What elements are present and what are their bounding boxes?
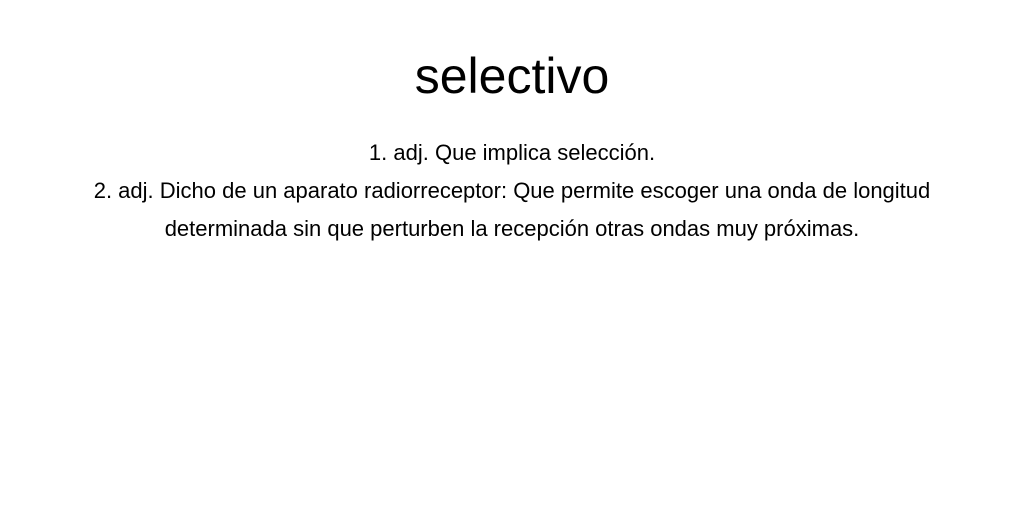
definition-list: [52, 134, 972, 248]
definition-1: 1. adj. Que implica selección.: [368, 140, 656, 165]
headword: selectivo: [414, 48, 610, 104]
definition-2: 2. adj. Dicho de un aparato radiorreceptor: Que permite escoger una onda de longitud determinada sin que perturben la recepción otras ondas muy próximas.: [93, 178, 931, 241]
